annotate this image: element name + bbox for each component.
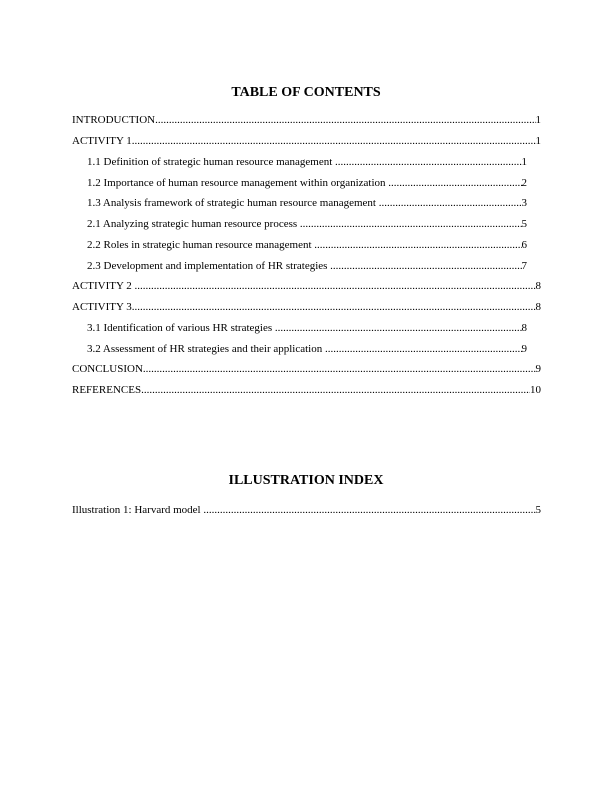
toc-entry-page: 10	[530, 384, 541, 396]
toc-entry-label: 2.3 Development and implementation of HR strategies	[87, 260, 328, 272]
toc-entry-label: 3.1 Identification of various HR strategies	[87, 322, 273, 334]
dot-leader	[132, 301, 536, 314]
toc-entry-page: 6	[521, 239, 527, 251]
dot-leader	[300, 218, 522, 231]
toc-entry-3-2[interactable]	[87, 343, 527, 356]
toc-entry-references[interactable]	[72, 384, 541, 397]
toc-entry-conclusion[interactable]	[72, 363, 541, 376]
dot-leader	[388, 177, 521, 190]
toc-entry-page: 5	[521, 218, 527, 230]
dot-leader	[132, 135, 536, 148]
toc-entry-page: 8	[535, 301, 541, 313]
toc-entry-label: 3.2 Assessment of HR strategies and their application	[87, 343, 323, 355]
toc-entry-label: ACTIVITY 2	[72, 280, 132, 292]
dot-leader	[143, 363, 536, 376]
toc-entry-2-1[interactable]	[87, 218, 527, 231]
toc-entry-page: 1	[535, 114, 541, 126]
toc-entry-activity-3[interactable]	[72, 301, 541, 314]
toc-entry-page: 8	[535, 280, 541, 292]
dot-leader	[335, 156, 521, 169]
toc-entry-label: REFERENCES	[72, 384, 142, 396]
toc-entry-label: ACTIVITY 1	[72, 135, 132, 147]
toc-entry-page: 1	[521, 156, 527, 168]
toc-entry-activity-2[interactable]	[72, 280, 541, 293]
illustration-entry-page: 5	[535, 504, 541, 516]
toc-entry-activity-1[interactable]	[72, 135, 541, 148]
toc-entry-page: 9	[535, 363, 541, 375]
dot-leader	[330, 260, 521, 273]
dot-leader	[155, 114, 535, 127]
illustration-index-heading: ILLUSTRATION INDEX	[228, 473, 384, 488]
illustration-entry-label: Illustration 1: Harvard model	[72, 504, 201, 516]
toc-entry-2-3[interactable]	[87, 260, 527, 273]
toc-entry-label: 1.1 Definition of strategic human resource management	[87, 156, 333, 168]
dot-leader	[141, 384, 530, 397]
dot-leader	[135, 280, 536, 293]
illustration-entry-1[interactable]	[72, 504, 541, 517]
toc-entry-page: 2	[521, 177, 527, 189]
toc-entry-label: 2.1 Analyzing strategic human resource process	[87, 218, 298, 230]
toc-entry-3-1[interactable]	[87, 322, 527, 335]
toc-entry-page: 3	[521, 197, 527, 209]
dot-leader	[314, 239, 521, 252]
dot-leader	[203, 504, 535, 517]
toc-entry-page: 1	[535, 135, 541, 147]
toc-entry-label: 1.3 Analysis framework of strategic human resource management	[87, 197, 376, 209]
toc-entry-introduction[interactable]	[72, 114, 541, 127]
toc-entry-2-2[interactable]	[87, 239, 527, 252]
toc-entry-page: 7	[521, 260, 527, 272]
toc-entry-page: 9	[521, 343, 527, 355]
toc-entry-1-2[interactable]	[87, 177, 527, 190]
toc-entry-1-1[interactable]	[87, 156, 527, 169]
toc-entry-label: INTRODUCTION	[72, 114, 156, 126]
toc-entry-label: 2.2 Roles in strategic human resource management	[87, 239, 312, 251]
toc-entry-label: CONCLUSION	[72, 363, 143, 375]
dot-leader	[275, 322, 522, 335]
dot-leader	[325, 343, 522, 356]
toc-heading: TABLE OF CONTENTS	[231, 85, 381, 100]
toc-entry-label: 1.2 Importance of human resource management within organization	[87, 177, 386, 189]
toc-entry-page: 8	[521, 322, 527, 334]
toc-entry-label: ACTIVITY 3	[72, 301, 132, 313]
toc-entry-1-3[interactable]	[87, 197, 527, 210]
dot-leader	[379, 197, 522, 210]
